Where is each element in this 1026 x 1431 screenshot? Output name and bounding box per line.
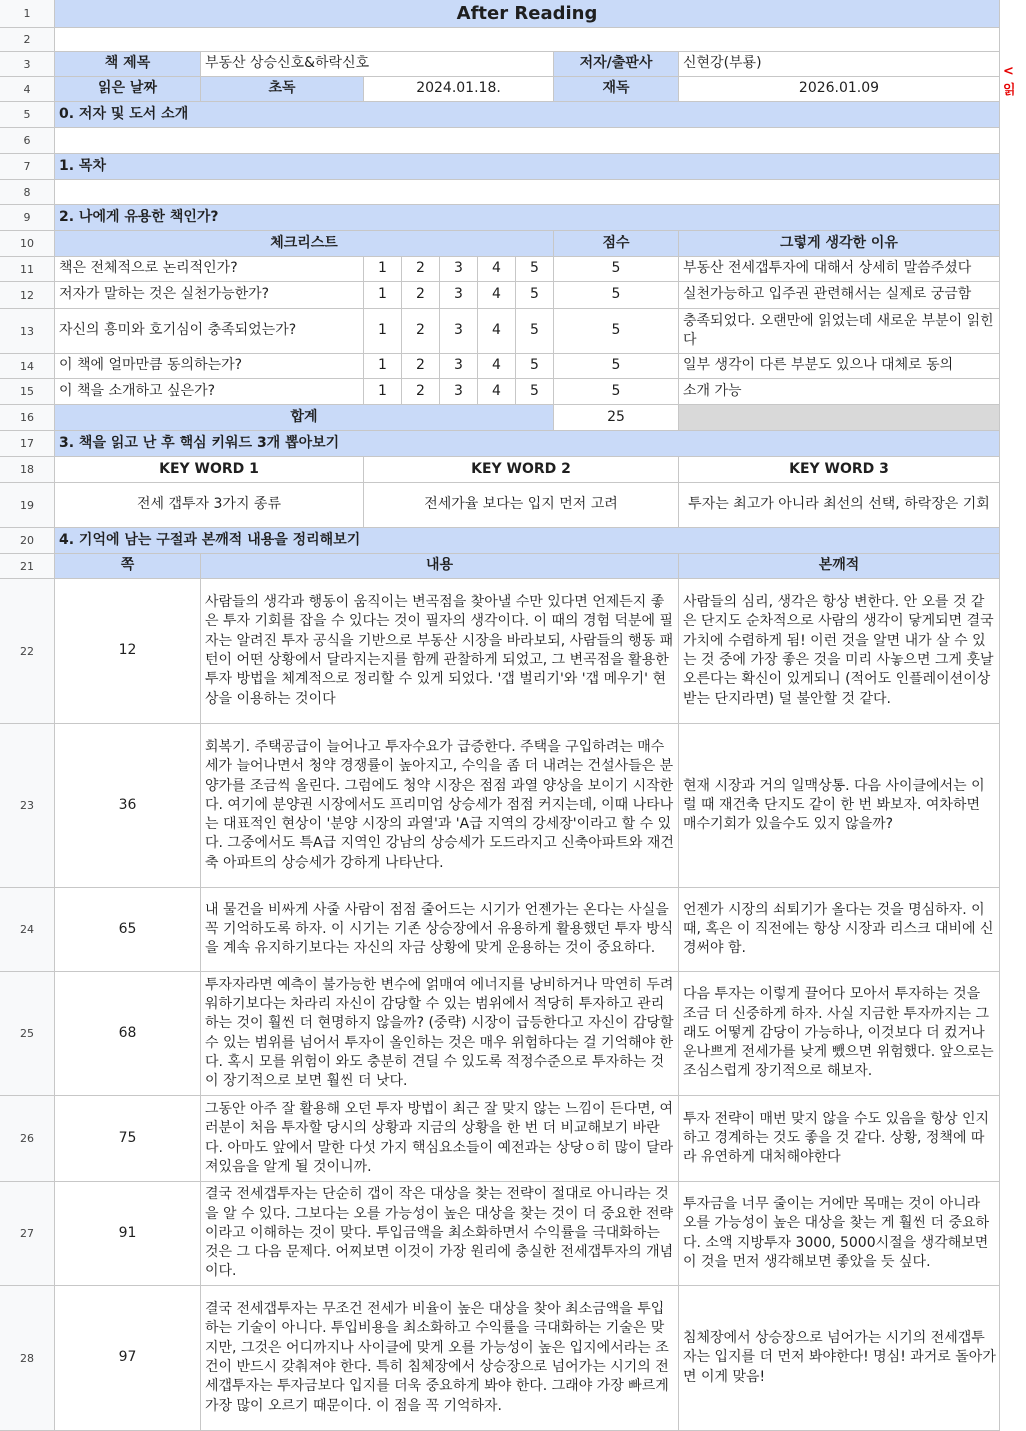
note-reflection-text: 현재 시장과 거의 일맥상통. 다음 사이클에서는 이럴 때 재건축 단지도 같이 한 번 봐보자. 여차하면 매수기회가 있을수도 있지 않을까? xyxy=(683,777,985,833)
scale-4[interactable]: 4 xyxy=(478,257,516,282)
keyword-1-value[interactable]: 전세 갭투자 3가지 종류 xyxy=(55,483,364,528)
sheet-row-9 xyxy=(0,205,1026,231)
keyword-3-label[interactable]: KEY WORD 3 xyxy=(679,457,1000,483)
checklist-row xyxy=(0,257,1026,282)
section-keywords[interactable]: 3. 책을 읽고 난 후 핵심 키워드 3개 뽑아보기 xyxy=(55,431,1000,457)
note-row xyxy=(0,724,1026,888)
note-content[interactable] xyxy=(201,972,679,1096)
checklist-question[interactable]: 책은 전체적으로 논리적인가? xyxy=(55,257,364,282)
book-title-value[interactable]: 부동산 상승신호&하락신호 xyxy=(201,52,554,77)
scale-3[interactable]: 3 xyxy=(440,282,478,309)
scale-2[interactable]: 2 xyxy=(402,379,440,405)
note-content[interactable] xyxy=(201,1096,679,1182)
note-content-text: 결국 전세갭투자는 단순히 갭이 작은 대상을 찾는 전략이 절대로 아니라는 것을 알 수 있다. 그보다는 오를 가능성이 높은 대상을 찾는 것이 더 중요한 전략이라고 이해하는 것이 맞다. 투입금액을 최소화하면서 수익률을 극대화하는 것은 그 다음 문제다. 어찌보면 이것이 가장 원리에 충실한 전세갭투자의 개념이다. xyxy=(205,1186,674,1280)
scale-3[interactable]: 3 xyxy=(440,257,478,282)
note-content[interactable] xyxy=(201,724,679,888)
sheet-row-2 xyxy=(0,28,1026,52)
note-page[interactable]: 65 xyxy=(55,888,201,972)
row-number[interactable]: 1 xyxy=(0,0,55,28)
note-reflection-text: 언젠가 시장의 쇠퇴기가 올다는 것을 명심하자. 이 때, 혹은 이 직전에는 항상 시장과 리스크 대비에 신경써야 함. xyxy=(683,901,994,957)
section-toc[interactable]: 1. 목차 xyxy=(55,154,1000,180)
reason-value[interactable] xyxy=(679,309,1000,354)
sheet-row-6 xyxy=(0,128,1026,154)
note-reflection[interactable] xyxy=(679,724,1000,888)
note-content-text: 그동안 아주 잘 활용해 오던 투자 방법이 최근 잘 맞지 않는 느낌이 든다면, 여러분이 처음 투자할 당시의 상황과 지금의 상황을 한 번 더 비교해보기 바란다. 아마도 앞에서 말한 다섯 가지 핵심요소들이 예전과는 상당ㅇ히 많이 달라져있음을 알게 될 것이니까. xyxy=(205,1100,674,1175)
sheet-row-7 xyxy=(0,154,1026,180)
content-header[interactable]: 내용 xyxy=(201,554,679,579)
scale-4[interactable]: 4 xyxy=(478,379,516,405)
row-number[interactable]: 2 xyxy=(0,28,55,52)
scale-2[interactable]: 2 xyxy=(402,309,440,354)
score-value[interactable]: 5 xyxy=(554,309,679,354)
scale-4[interactable]: 4 xyxy=(478,354,516,379)
row-number[interactable]: 10 xyxy=(0,231,55,257)
note-reflection[interactable] xyxy=(679,972,1000,1096)
note-page[interactable]: 91 xyxy=(55,1182,201,1286)
row-number[interactable]: 14 xyxy=(0,354,55,379)
sheet-row-18 xyxy=(0,457,1026,483)
author-label[interactable]: 저자/출판사 xyxy=(554,52,679,77)
reflection-header[interactable]: 본깨적 xyxy=(679,554,1000,579)
row-number[interactable]: 12 xyxy=(0,282,55,309)
score-value[interactable]: 5 xyxy=(554,354,679,379)
note-page[interactable]: 97 xyxy=(55,1286,201,1431)
row-number[interactable]: 17 xyxy=(0,431,55,457)
sheet-row-20 xyxy=(0,528,1026,554)
checklist-question[interactable]: 저자가 말하는 것은 실천가능한가? xyxy=(55,282,364,309)
score-value[interactable]: 5 xyxy=(554,282,679,309)
note-row xyxy=(0,1286,1026,1431)
section-author-intro[interactable]: 0. 저자 및 도서 소개 xyxy=(55,102,1000,128)
sheet-row-21 xyxy=(0,554,1026,579)
note-reflection-text: 침체장에서 상승장으로 넘어가는 시기의 전세갭투자는 입지를 더 먼저 봐야한다! 명심! 과거로 돌아가면 이게 맞음! xyxy=(683,1330,996,1385)
note-row xyxy=(0,888,1026,972)
scale-2[interactable]: 2 xyxy=(402,282,440,309)
scale-1[interactable]: 1 xyxy=(364,379,402,405)
keyword-2-label[interactable]: KEY WORD 2 xyxy=(364,457,679,483)
note-page[interactable]: 75 xyxy=(55,1096,201,1182)
note-row xyxy=(0,579,1026,724)
row-number[interactable]: 25 xyxy=(0,972,55,1096)
row-number[interactable]: 3 xyxy=(0,52,55,77)
note-page[interactable]: 36 xyxy=(55,724,201,888)
empty-cell[interactable] xyxy=(55,128,1000,154)
total-label[interactable]: 합계 xyxy=(55,405,554,431)
checklist-question[interactable]: 자신의 흥미와 호기심이 충족되었는가? xyxy=(55,309,364,354)
note-content[interactable] xyxy=(201,579,679,724)
reason-value[interactable]: 부동산 전세갭투자에 대해서 상세히 말씀주셨다 xyxy=(679,257,1000,282)
row-number[interactable]: 21 xyxy=(0,554,55,579)
checklist-row xyxy=(0,354,1026,379)
score-value[interactable]: 5 xyxy=(554,257,679,282)
first-read-label[interactable]: 초독 xyxy=(201,77,364,102)
scale-3[interactable]: 3 xyxy=(440,309,478,354)
scale-1[interactable]: 1 xyxy=(364,354,402,379)
row-number[interactable]: 18 xyxy=(0,457,55,483)
scale-5[interactable]: 5 xyxy=(516,309,554,354)
note-page[interactable]: 68 xyxy=(55,972,201,1096)
note-content-text: 내 물건을 비싸게 사줄 사람이 점점 줄어드는 시기가 언젠가는 온다는 사실을 꼭 기억하도록 하자. 이 시기는 기존 상승장에서 유용하게 활용했던 투자 방식을 계속 유지하기보다는 자신의 자금 상황에 맞게 운용하는 것이 중요하다. xyxy=(205,901,674,957)
scale-2[interactable]: 2 xyxy=(402,354,440,379)
offscreen-cell-marker: < 읽 xyxy=(1003,64,1016,98)
scale-2[interactable]: 2 xyxy=(402,257,440,282)
keyword-3-value[interactable] xyxy=(679,483,1000,528)
note-row xyxy=(0,1182,1026,1286)
sheet-row-4 xyxy=(0,77,1026,102)
sheet-row-3 xyxy=(0,52,1026,77)
scale-1[interactable]: 1 xyxy=(364,309,402,354)
note-content[interactable] xyxy=(201,888,679,972)
reason-value[interactable]: 소개 가능 xyxy=(679,379,1000,405)
scale-1[interactable]: 1 xyxy=(364,257,402,282)
scale-5[interactable]: 5 xyxy=(516,282,554,309)
note-reflection-text: 사람들의 심리, 생각은 항상 변한다. 안 오를 것 같은 단지도 순차적으로 사람의 생각이 닿게되면 결국 가치에 수렴하게 됨! 이런 것을 알면 내가 살 수 있는 것 중에 가장 좋은 것을 미리 사놓으면 그게 훗날 오른다는 확신이 있게되니 (적어도 인플레이션이상 받는 단지라면) 덜 불안할 것 같다. xyxy=(683,594,994,707)
row-number[interactable]: 22 xyxy=(0,579,55,724)
section-notes[interactable]: 4. 기억에 남는 구절과 본깨적 내용을 정리해보기 xyxy=(55,528,1000,554)
reason-value[interactable]: 일부 생각이 다른 부분도 있으나 대체로 동의 xyxy=(679,354,1000,379)
note-content-text: 투자자라면 예측이 불가능한 변수에 얽매여 에너지를 낭비하거나 막연히 두려워하기보다는 차라리 자신이 감당할 수 있는 범위에서 적당히 투자하고 관리하는 것이 훨씬 더 현명하지 않을까? (중략) 시장이 급등한다고 자신이 감당할 수 있는 범위를 넘어서 투자이 올인하는 것은 매우 위험하다는 걸 기억해야 한다. 혹시 모를 위험이 와도 충분히 견딜 수 있도록 적정수준으로 투자하는 것이 장기적으로 보면 훨씬 더 낫다. xyxy=(205,976,674,1090)
checklist-question[interactable]: 이 책에 얼마만큼 동의하는가? xyxy=(55,354,364,379)
note-content-text: 사람들의 생각과 행동이 움직이는 변곡점을 찾아낼 수만 있다면 언제든지 좋은 투자 기회를 잡을 수 있다는 것이 필자의 생각이다. 이 때의 경험 덕분에 필자는 알려진 투자 공식을 기반으로 부동산 시장을 바라보되, 사람들의 행동 패턴이 어떤 상황에서 달라지는지를 함께 관찰하게 되었고, 그 변곡점을 활용한 투자 방법을 체계적으로 정리할 수 있게 되었다. '갭 벌리기'와 '갭 메우기' 현상을 이용하는 것이다 xyxy=(205,594,674,707)
scale-3[interactable]: 3 xyxy=(440,354,478,379)
note-reflection[interactable] xyxy=(679,579,1000,724)
note-page[interactable]: 12 xyxy=(55,579,201,724)
row-number[interactable]: 11 xyxy=(0,257,55,282)
sheet-title[interactable]: After Reading xyxy=(55,0,1000,28)
reason-value[interactable]: 실천가능하고 입주권 관련해서는 실제로 궁금함 xyxy=(679,282,1000,309)
sheet-row-10 xyxy=(0,231,1026,257)
sheet-row-5 xyxy=(0,102,1026,128)
note-content-text: 회복기. 주택공급이 늘어나고 투자수요가 급증한다. 주택을 구입하려는 매수세가 늘어나면서 청약 경쟁률이 높아지고, 수익을 좀 더 내려는 건설사들은 분양가를 조금씩 올린다. 그럼에도 청약 시장은 점점 과열 양상을 보이기 시작한다. 여기에 분양권 시장에서도 프리미엄 상승세가 점점 커지는데, 이때 나타나는 대표적인 현상이 '분양 시장의 과열'과 'A급 지역의 강세장'이라고 할 수 있다. 그중에서도 특A급 지역인 강남의 상승세가 도드라지고 신축아파트와 재건축 아파트의 상승세가 강하게 나타난다. xyxy=(205,738,674,871)
scale-4[interactable]: 4 xyxy=(478,282,516,309)
keyword-2-value[interactable]: 전세가율 보다는 입지 먼저 고려 xyxy=(364,483,679,528)
row-number[interactable]: 6 xyxy=(0,128,55,154)
total-score[interactable]: 25 xyxy=(554,405,679,431)
note-reflection-text: 투자 전략이 매번 맞지 않을 수도 있음을 항상 인지하고 경계하는 것도 좋을 것 같다. 상황, 정책에 따라 유연하게 대처해야한다 xyxy=(683,1110,990,1166)
row-number[interactable]: 8 xyxy=(0,180,55,205)
empty-cell[interactable] xyxy=(55,180,1000,205)
row-number[interactable]: 13 xyxy=(0,309,55,354)
reason-header[interactable]: 그렇게 생각한 이유 xyxy=(679,231,1000,257)
row-number[interactable]: 16 xyxy=(0,405,55,431)
empty-cell[interactable] xyxy=(55,28,1000,52)
row-number[interactable]: 28 xyxy=(0,1286,55,1431)
sheet-row-17 xyxy=(0,431,1026,457)
note-row xyxy=(0,972,1026,1096)
section-usefulness[interactable]: 2. 나에게 유용한 책인가? xyxy=(55,205,1000,231)
row-number[interactable]: 5 xyxy=(0,102,55,128)
book-title-label[interactable]: 책 제목 xyxy=(55,52,201,77)
scale-5[interactable]: 5 xyxy=(516,354,554,379)
row-number[interactable]: 9 xyxy=(0,205,55,231)
note-reflection-text: 다음 투자는 이렇게 끌어다 모아서 투자하는 것을 조금 더 신중하게 하자. 사실 지금한 투자까지는 그래도 어떻게 감당이 가능하나, 이것보다 더 컸거나 운나쁘게 전세가를 낮게 뺐으면 위험했다. 앞으로는 조심스럽게 장기적으로 해보자. xyxy=(683,986,994,1080)
note-content[interactable] xyxy=(201,1182,679,1286)
checklist-row xyxy=(0,379,1026,405)
note-row xyxy=(0,1096,1026,1182)
note-reflection[interactable] xyxy=(679,1096,1000,1182)
scale-4[interactable]: 4 xyxy=(478,309,516,354)
sheet-row-16 xyxy=(0,405,1026,431)
note-content-text: 결국 전세갭투자는 무조건 전세가 비율이 높은 대상을 찾아 최소금액을 투입하는 기술이 아니다. 투입비용을 최소화하고 수익률을 극대화하는 기술은 맞지만, 그것은 어디까지나 사이클에 맞게 오를 가능성이 높은 입지에서라는 조건이 반드시 갖춰져야 한다. 특히 침체장에서 상승장으로 넘어가는 시기의 전세갭투자는 투자금보다 입지를 더욱 중요하게 봐야 한다. 그래야 가장 빠르게 가장 많이 오르기 때문이다. 이 점을 꼭 기억하자. xyxy=(205,1301,669,1414)
author-value[interactable]: 신현강(부룡) xyxy=(679,52,1000,77)
scale-5[interactable]: 5 xyxy=(516,379,554,405)
checklist-question[interactable]: 이 책을 소개하고 싶은가? xyxy=(55,379,364,405)
row-number[interactable]: 15 xyxy=(0,379,55,405)
score-header[interactable]: 점수 xyxy=(554,231,679,257)
row-number[interactable]: 23 xyxy=(0,724,55,888)
note-reflection[interactable] xyxy=(679,1286,1000,1431)
note-reflection-text: 투자금을 너무 줄이는 거에만 목매는 것이 아니라 오를 가능성이 높은 대상을 찾는 게 훨씬 더 중요하다. 소액 지방투자 3000, 5000시절을 생각해보면 이 것을 먼저 생각해보면 좋았을 듯 싶다. xyxy=(683,1195,990,1270)
row-number[interactable]: 20 xyxy=(0,528,55,554)
row-number[interactable]: 4 xyxy=(0,77,55,102)
note-reflection[interactable] xyxy=(679,1182,1000,1286)
row-number[interactable]: 24 xyxy=(0,888,55,972)
row-number[interactable]: 19 xyxy=(0,483,55,528)
note-reflection[interactable] xyxy=(679,888,1000,972)
empty-gray-cell[interactable] xyxy=(679,405,1000,431)
keyword-3-text: 투자는 최고가 아니라 최선의 선택, 하락장은 기회 xyxy=(688,496,990,513)
sheet-row-1 xyxy=(0,0,1026,28)
keyword-1-label[interactable]: KEY WORD 1 xyxy=(55,457,364,483)
scale-3[interactable]: 3 xyxy=(440,379,478,405)
row-number[interactable]: 7 xyxy=(0,154,55,180)
scale-5[interactable]: 5 xyxy=(516,257,554,282)
checklist-row xyxy=(0,309,1026,354)
sheet-row-19 xyxy=(0,483,1026,528)
note-content[interactable] xyxy=(201,1286,679,1431)
reread-date[interactable]: 2026.01.09 xyxy=(679,77,1000,102)
reason-text: 충족되었다. 오랜만에 읽었는데 새로운 부분이 읽힌다 xyxy=(683,312,994,348)
row-number[interactable]: 26 xyxy=(0,1096,55,1182)
score-value[interactable]: 5 xyxy=(554,379,679,405)
checklist-row xyxy=(0,282,1026,309)
first-read-date[interactable]: 2024.01.18. xyxy=(364,77,554,102)
scale-1[interactable]: 1 xyxy=(364,282,402,309)
checklist-header[interactable]: 체크리스트 xyxy=(55,231,554,257)
read-date-label[interactable]: 읽은 날짜 xyxy=(55,77,201,102)
reread-label[interactable]: 재독 xyxy=(554,77,679,102)
page-header[interactable]: 쪽 xyxy=(55,554,201,579)
sheet-row-8 xyxy=(0,180,1026,205)
row-number[interactable]: 27 xyxy=(0,1182,55,1286)
